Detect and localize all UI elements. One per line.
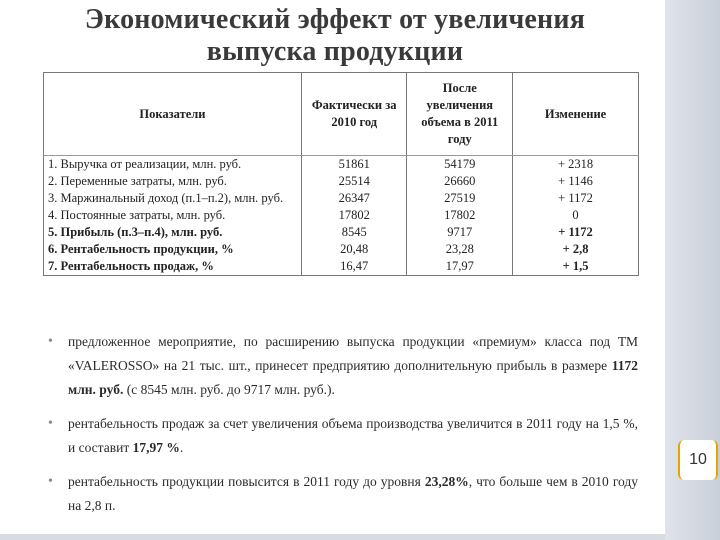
bullet-bold: 23,28% <box>424 474 469 489</box>
header-actual-2010: Фактически за 2010 год <box>301 73 407 156</box>
row-value-2010: 26347 <box>301 190 407 207</box>
table-row <box>44 190 639 207</box>
row-change: + 1146 <box>513 173 639 190</box>
header-change: Изменение <box>513 73 639 156</box>
bottom-band <box>0 534 665 540</box>
table-row <box>44 224 639 241</box>
row-value-2011: 26660 <box>407 173 513 190</box>
bullet-item <box>48 330 638 402</box>
row-value-2011: 54179 <box>407 156 513 174</box>
row-label: 6. Рентабельность продукции, % <box>44 241 302 258</box>
bullet-text: (с 8545 млн. руб. до 9717 млн. руб.). <box>123 382 335 397</box>
table-row <box>44 241 639 258</box>
row-value-2011: 17802 <box>407 207 513 224</box>
row-label: 7. Рентабельность продаж, % <box>44 258 302 276</box>
table-row <box>44 156 639 174</box>
bullet-bold: 17,97 % <box>132 440 180 455</box>
bullet-bold: 1172 млн. руб. <box>68 358 638 397</box>
header-indicators: Показатели <box>44 73 302 156</box>
row-value-2011: 27519 <box>407 190 513 207</box>
table-row <box>44 173 639 190</box>
row-change: + 1172 <box>513 224 639 241</box>
bullet-dot-icon: • <box>48 334 53 349</box>
table-row <box>44 207 639 224</box>
bullet-text: . <box>179 440 184 455</box>
row-value-2010: 16,47 <box>301 258 407 276</box>
row-label: 5. Прибыль (п.3–п.4), млн. руб. <box>44 224 302 241</box>
row-value-2011: 17,97 <box>407 258 513 276</box>
row-label: 4. Постоянные затраты, млн. руб. <box>44 207 302 224</box>
row-label: 2. Переменные затраты, млн. руб. <box>44 173 302 190</box>
bullet-list <box>48 330 638 528</box>
row-value-2010: 8545 <box>301 224 407 241</box>
page-number: 10 <box>678 440 718 480</box>
row-value-2011: 23,28 <box>407 241 513 258</box>
row-label: 3. Маржинальный доход (п.1–п.2), млн. руб. <box>44 190 302 207</box>
row-value-2011: 9717 <box>407 224 513 241</box>
bullet-text: рентабельность продаж за счет увеличения объема производства увеличится в 2011 году на 1,5 %, и составит <box>68 416 638 455</box>
bullet-text: рентабельность продукции повысится в 2011 году до уровня <box>68 474 425 489</box>
slide-title: Экономический эффект от увеличения выпуска продукции <box>84 4 586 67</box>
row-value-2010: 51861 <box>301 156 407 174</box>
row-change: + 2318 <box>513 156 639 174</box>
economic-effect-table <box>43 72 639 276</box>
bullet-dot-icon: • <box>48 416 53 431</box>
row-change: 0 <box>513 207 639 224</box>
bullet-item <box>48 470 638 518</box>
row-change: + 1172 <box>513 190 639 207</box>
row-change: + 2,8 <box>513 241 639 258</box>
bullet-text: предложенное мероприятие, по расширению выпуска продукции «премиум» класса под ТМ «VALEROSSO» на 21 тыс. шт., принесет предприятию дополнительную прибыль в размере <box>68 334 638 373</box>
table-row <box>44 258 639 276</box>
row-value-2010: 17802 <box>301 207 407 224</box>
bullet-text: , что больше чем в 2010 году на 2,8 п. <box>68 474 638 513</box>
row-change: + 1,5 <box>513 258 639 276</box>
bullet-dot-icon: • <box>48 474 53 489</box>
bullet-item <box>48 412 638 460</box>
row-value-2010: 25514 <box>301 173 407 190</box>
row-label: 1. Выручка от реализации, млн. руб. <box>44 156 302 174</box>
table-header-row <box>44 73 639 156</box>
header-after-2011: После увеличения объема в 2011 году <box>407 73 513 156</box>
row-value-2010: 20,48 <box>301 241 407 258</box>
